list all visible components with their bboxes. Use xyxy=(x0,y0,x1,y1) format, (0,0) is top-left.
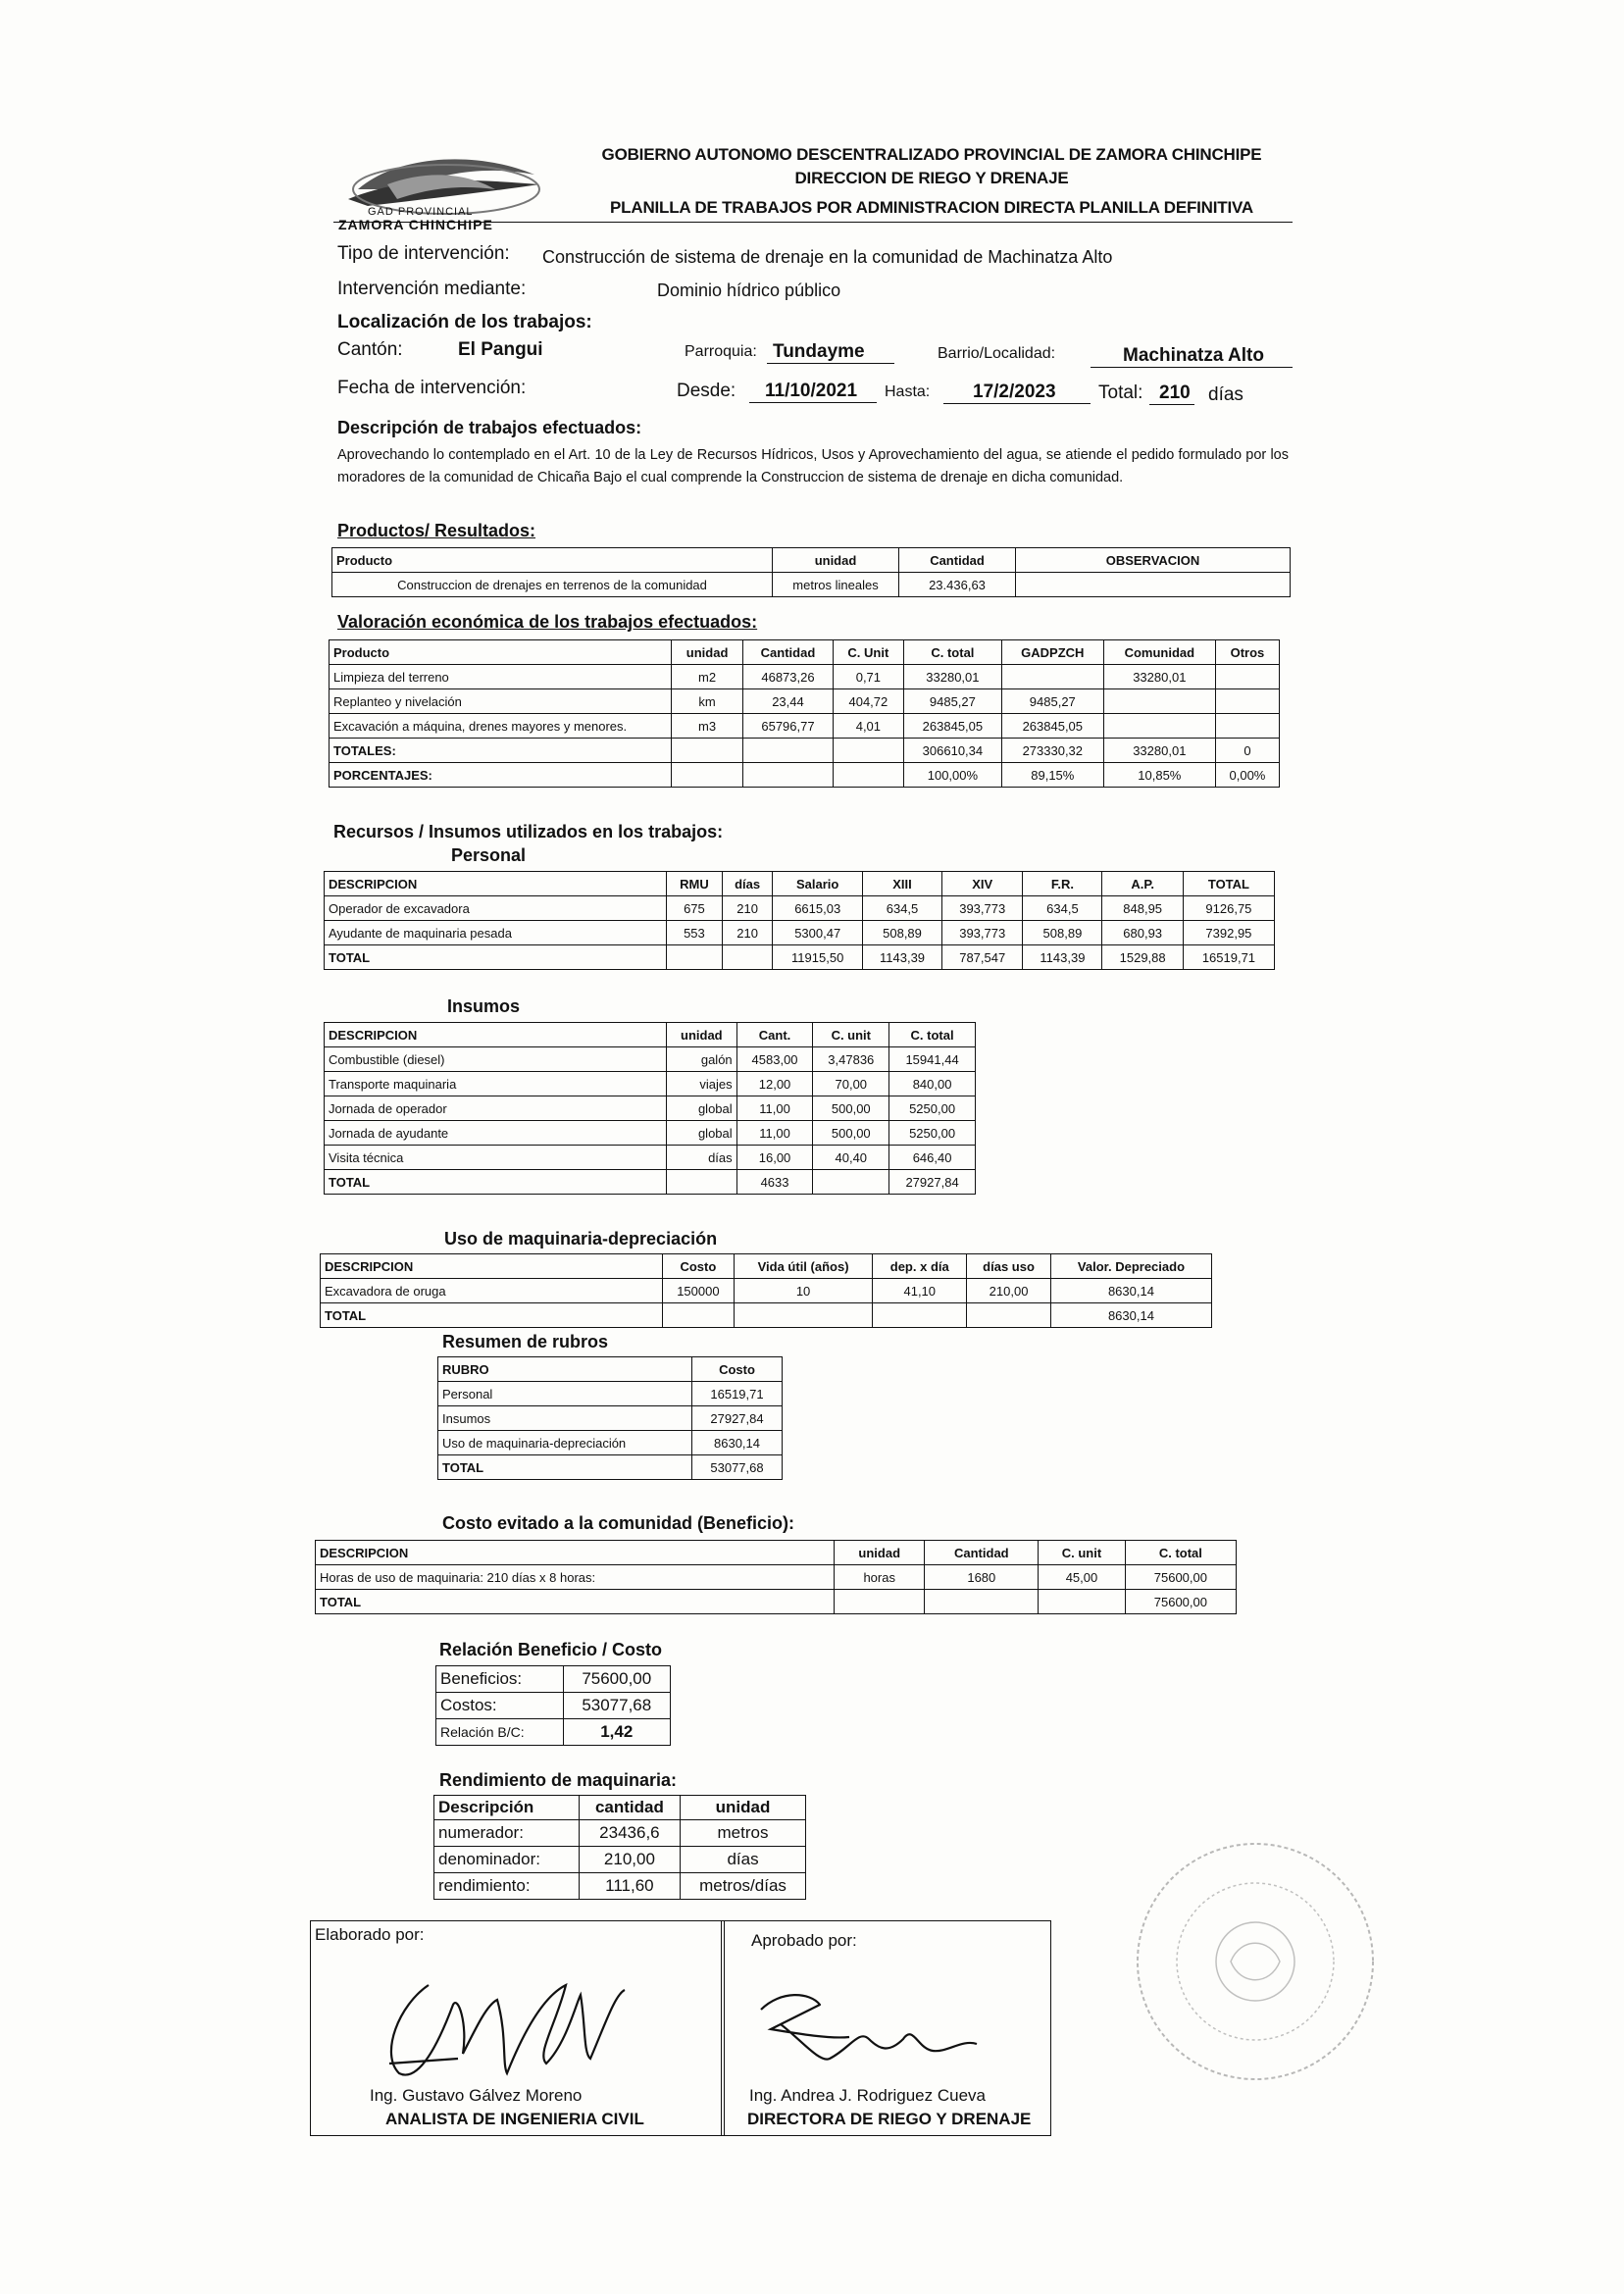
parroquia-value: Tundayme xyxy=(773,341,865,362)
col-descripcion: DESCRIPCION xyxy=(325,1023,667,1047)
cell: 9485,27 xyxy=(1001,689,1103,714)
cell: TOTALES: xyxy=(330,739,672,763)
costo-evitado-title: Costo evitado a la comunidad (Beneficio): xyxy=(442,1513,795,1533)
cell: 9126,75 xyxy=(1183,896,1274,921)
cell: 8630,14 xyxy=(1050,1303,1211,1328)
maquinaria-table xyxy=(320,1253,1212,1328)
cell: 11,00 xyxy=(736,1121,813,1146)
col-cantidad: Cantidad xyxy=(743,640,834,665)
cell: 1529,88 xyxy=(1102,945,1183,970)
resumen-title: Resumen de rubros xyxy=(442,1332,609,1351)
cell xyxy=(967,1303,1051,1328)
table-row xyxy=(434,1820,806,1847)
col-salario: Salario xyxy=(773,872,863,896)
cell: numerador: xyxy=(434,1820,580,1847)
cell xyxy=(925,1590,1039,1614)
cell: Costos: xyxy=(436,1693,564,1719)
table-row xyxy=(438,1382,783,1406)
cell: Transporte maquinaria xyxy=(325,1072,667,1096)
cell: 89,15% xyxy=(1001,763,1103,788)
cell xyxy=(672,763,743,788)
cell: 46873,26 xyxy=(743,665,834,689)
cell xyxy=(743,763,834,788)
cell: Visita técnica xyxy=(325,1146,667,1170)
cell: Beneficios: xyxy=(436,1666,564,1693)
col-comunidad: Comunidad xyxy=(1103,640,1215,665)
table-row xyxy=(332,573,1291,597)
cell: 41,10 xyxy=(873,1279,967,1303)
cell: 1680 xyxy=(925,1565,1039,1590)
cell xyxy=(1016,573,1291,597)
table-row xyxy=(436,1719,671,1746)
logo-text-2: ZAMORA CHINCHIPE xyxy=(338,217,493,232)
cell: 263845,05 xyxy=(1001,714,1103,739)
canton-value: El Pangui xyxy=(458,339,543,360)
desde-value: 11/10/2021 xyxy=(765,381,858,401)
col-dias: días xyxy=(722,872,773,896)
col-rubro: RUBRO xyxy=(438,1357,692,1382)
col-costo: Costo xyxy=(692,1357,783,1382)
cell: Horas de uso de maquinaria: 210 días x 8 horas: xyxy=(316,1565,835,1590)
cell: 45,00 xyxy=(1039,1565,1126,1590)
total-row xyxy=(321,1303,1212,1328)
total-row xyxy=(316,1590,1237,1614)
cell: horas xyxy=(835,1565,925,1590)
cell: metros/días xyxy=(681,1873,806,1900)
total-label: Total: xyxy=(1098,382,1143,403)
cell: TOTAL xyxy=(316,1590,835,1614)
cell: 306610,34 xyxy=(903,739,1001,763)
cell: 4,01 xyxy=(833,714,903,739)
cell: 4583,00 xyxy=(736,1047,813,1072)
cell: 11915,50 xyxy=(773,945,863,970)
cell: 23436,6 xyxy=(579,1820,680,1847)
insumos-header-row xyxy=(325,1023,976,1047)
relacion-table xyxy=(435,1665,671,1746)
signature-box-aprobado xyxy=(721,1920,1051,2136)
cell: 27927,84 xyxy=(692,1406,783,1431)
col-descripcion: DESCRIPCION xyxy=(325,872,667,896)
localizacion-label: Localización de los trabajos: xyxy=(337,312,592,332)
mediante-label: Intervención mediante: xyxy=(337,279,527,299)
aprobado-cargo: DIRECTORA DE RIEGO Y DRENAJE xyxy=(747,2110,1032,2128)
cell: TOTAL xyxy=(325,1170,667,1195)
col-observacion: OBSERVACION xyxy=(1016,548,1291,573)
cell: 210 xyxy=(722,921,773,945)
table-row xyxy=(330,689,1280,714)
cell: 1143,39 xyxy=(863,945,942,970)
cell xyxy=(743,739,834,763)
cell: galón xyxy=(667,1047,737,1072)
cell: 75600,00 xyxy=(1125,1590,1236,1614)
col-dias-uso: días uso xyxy=(967,1254,1051,1279)
cell: 0,71 xyxy=(833,665,903,689)
cell xyxy=(1215,714,1279,739)
cell: Jornada de ayudante xyxy=(325,1121,667,1146)
cell: 16519,71 xyxy=(692,1382,783,1406)
cell xyxy=(833,763,903,788)
cell xyxy=(1001,665,1103,689)
maquinaria-header-row xyxy=(321,1254,1212,1279)
cell: TOTAL xyxy=(438,1455,692,1480)
cell: rendimiento: xyxy=(434,1873,580,1900)
col-unidad: unidad xyxy=(835,1541,925,1565)
table-row xyxy=(325,1146,976,1170)
cell: denominador: xyxy=(434,1847,580,1873)
cell: metros xyxy=(681,1820,806,1847)
canton-label: Cantón: xyxy=(337,339,403,360)
col-costo: Costo xyxy=(663,1254,735,1279)
table-row xyxy=(436,1666,671,1693)
hasta-label: Hasta: xyxy=(885,383,931,400)
cell: 787,547 xyxy=(942,945,1023,970)
descripcion-title: Descripción de trabajos efectuados: xyxy=(337,418,642,437)
col-xiii: XIII xyxy=(863,872,942,896)
cell: 3,47836 xyxy=(813,1047,889,1072)
cell xyxy=(667,1170,737,1195)
cell xyxy=(667,945,723,970)
cell: 75600,00 xyxy=(563,1666,670,1693)
col-cunit: C. Unit xyxy=(833,640,903,665)
cell: m2 xyxy=(672,665,743,689)
parroquia-label: Parroquia: xyxy=(685,343,757,360)
header-line-1: GOBIERNO AUTONOMO DESCENTRALIZADO PROVINCIAL DE ZAMORA CHINCHIPE xyxy=(601,145,1262,164)
cell: 12,00 xyxy=(736,1072,813,1096)
cell: Uso de maquinaria-depreciación xyxy=(438,1431,692,1455)
col-fr: F.R. xyxy=(1023,872,1102,896)
table-row xyxy=(325,921,1275,945)
col-xiv: XIV xyxy=(942,872,1023,896)
porcentajes-row xyxy=(330,763,1280,788)
cell: Relación B/C: xyxy=(436,1719,564,1746)
col-vida-util: Vida útil (años) xyxy=(734,1254,873,1279)
cell: 634,5 xyxy=(863,896,942,921)
table-row xyxy=(321,1279,1212,1303)
productos-title: Productos/ Resultados: xyxy=(337,521,536,540)
personal-title: Personal xyxy=(451,845,527,865)
cell: 404,72 xyxy=(833,689,903,714)
cell: 273330,32 xyxy=(1001,739,1103,763)
cell: PORCENTAJES: xyxy=(330,763,672,788)
parroquia-underline xyxy=(767,363,894,364)
resumen-header-row xyxy=(438,1357,783,1382)
col-cunit: C. unit xyxy=(1039,1541,1126,1565)
dias-label: días xyxy=(1208,384,1243,405)
cell: 33280,01 xyxy=(903,665,1001,689)
col-producto: Producto xyxy=(332,548,773,573)
rendimiento-title: Rendimiento de maquinaria: xyxy=(439,1770,678,1790)
header-underline xyxy=(333,222,1293,223)
table-row xyxy=(438,1431,783,1455)
col-unidad: unidad xyxy=(681,1796,806,1820)
col-producto: Producto xyxy=(330,640,672,665)
hasta-value: 17/2/2023 xyxy=(973,382,1056,402)
cell xyxy=(1215,665,1279,689)
productos-table xyxy=(331,547,1291,597)
cell: Excavadora de oruga xyxy=(321,1279,663,1303)
cell xyxy=(1215,689,1279,714)
col-unidad: unidad xyxy=(672,640,743,665)
valoracion-header-row xyxy=(330,640,1280,665)
cell xyxy=(1103,714,1215,739)
cell: global xyxy=(667,1121,737,1146)
cell: Combustible (diesel) xyxy=(325,1047,667,1072)
table-row xyxy=(438,1406,783,1431)
cell: 553 xyxy=(667,921,723,945)
cell: 0 xyxy=(1215,739,1279,763)
table-row xyxy=(436,1693,671,1719)
tipo-label: Tipo de intervención: xyxy=(337,243,510,264)
seal-stamp xyxy=(1118,1824,1393,2099)
cell: 10 xyxy=(734,1279,873,1303)
descripcion-text: Aprovechando lo contemplado en el Art. 10 de la Ley de Recursos Hídricos, Usos y Aprovechamiento del agua, se atiende el pedido formulado por los moradores de la comunidad de Chicaña Bajo el cual comprende la Construccion de sistema de drenaje en dicha comunidad. xyxy=(337,447,1289,485)
cell: 75600,00 xyxy=(1125,1565,1236,1590)
cell xyxy=(672,739,743,763)
table-row xyxy=(434,1847,806,1873)
cell: 53077,68 xyxy=(692,1455,783,1480)
total-row xyxy=(325,945,1275,970)
cell: Ayudante de maquinaria pesada xyxy=(325,921,667,945)
col-cant: Cant. xyxy=(736,1023,813,1047)
rendimiento-header-row xyxy=(434,1796,806,1820)
col-ctotal: C. total xyxy=(889,1023,976,1047)
aprobado-label: Aprobado por: xyxy=(751,1931,857,1950)
cell: 16,00 xyxy=(736,1146,813,1170)
col-cantidad: cantidad xyxy=(579,1796,680,1820)
resumen-table xyxy=(437,1356,783,1480)
cell: Jornada de operador xyxy=(325,1096,667,1121)
cell: 5300,47 xyxy=(773,921,863,945)
cell: 23,44 xyxy=(743,689,834,714)
cell xyxy=(722,945,773,970)
col-dep-dia: dep. x día xyxy=(873,1254,967,1279)
cell xyxy=(734,1303,873,1328)
col-otros: Otros xyxy=(1215,640,1279,665)
cell: 150000 xyxy=(663,1279,735,1303)
col-unidad: unidad xyxy=(667,1023,737,1047)
recursos-title: Recursos / Insumos utilizados en los trabajos: xyxy=(333,822,724,841)
cell xyxy=(1039,1590,1126,1614)
cell: 111,60 xyxy=(579,1873,680,1900)
col-unidad: unidad xyxy=(773,548,899,573)
cell: 1143,39 xyxy=(1023,945,1102,970)
col-cunit: C. unit xyxy=(813,1023,889,1047)
cell xyxy=(833,739,903,763)
total-value: 210 xyxy=(1159,382,1191,403)
cell: 10,85% xyxy=(1103,763,1215,788)
cell: 680,93 xyxy=(1102,921,1183,945)
cell: 263845,05 xyxy=(903,714,1001,739)
col-descripcion: DESCRIPCION xyxy=(316,1541,835,1565)
cell xyxy=(873,1303,967,1328)
signature-aprobado xyxy=(741,1980,1016,2078)
cell: 4633 xyxy=(736,1170,813,1195)
valoracion-title: Valoración económica de los trabajos efectuados: xyxy=(337,612,758,632)
cell: m3 xyxy=(672,714,743,739)
total-row xyxy=(325,1170,976,1195)
cell: 100,00% xyxy=(903,763,1001,788)
cell: 9485,27 xyxy=(903,689,1001,714)
col-rmu: RMU xyxy=(667,872,723,896)
hasta-underline xyxy=(943,403,1091,404)
cell: Insumos xyxy=(438,1406,692,1431)
cell: TOTAL xyxy=(325,945,667,970)
insumos-title: Insumos xyxy=(447,996,521,1016)
cell: Personal xyxy=(438,1382,692,1406)
rendimiento-table xyxy=(433,1795,806,1900)
col-cantidad: Cantidad xyxy=(899,548,1016,573)
cell: 40,40 xyxy=(813,1146,889,1170)
cell: 6615,03 xyxy=(773,896,863,921)
fecha-label: Fecha de intervención: xyxy=(337,378,527,398)
cell xyxy=(835,1590,925,1614)
personal-table xyxy=(324,871,1275,970)
mediante-value: Dominio hídrico público xyxy=(657,280,841,300)
elaborado-nombre: Ing. Gustavo Gálvez Moreno xyxy=(370,2086,583,2105)
header-line-3: PLANILLA DE TRABAJOS POR ADMINISTRACION DIRECTA PLANILLA DEFINITIVA xyxy=(610,198,1253,217)
cell: 393,773 xyxy=(942,896,1023,921)
productos-header-row xyxy=(332,548,1291,573)
table-row xyxy=(325,1121,976,1146)
cell: 8630,14 xyxy=(1050,1279,1211,1303)
table-row xyxy=(434,1873,806,1900)
cell: 23.436,63 xyxy=(899,573,1016,597)
cell xyxy=(1103,689,1215,714)
table-row xyxy=(316,1565,1237,1590)
cell: 634,5 xyxy=(1023,896,1102,921)
cell: Replanteo y nivelación xyxy=(330,689,672,714)
cell: 210 xyxy=(722,896,773,921)
logo xyxy=(329,145,574,233)
cell: 500,00 xyxy=(813,1096,889,1121)
cell: 27927,84 xyxy=(889,1170,976,1195)
cell: viajes xyxy=(667,1072,737,1096)
cell xyxy=(813,1170,889,1195)
signature-elaborado xyxy=(360,1965,684,2083)
cell: 5250,00 xyxy=(889,1121,976,1146)
personal-header-row xyxy=(325,872,1275,896)
maquinaria-title: Uso de maquinaria-depreciación xyxy=(444,1229,718,1249)
table-row xyxy=(330,665,1280,689)
desde-underline xyxy=(749,402,877,403)
cell: 840,00 xyxy=(889,1072,976,1096)
header-line-2: DIRECCION DE RIEGO Y DRENAJE xyxy=(794,169,1069,187)
cell: Construccion de drenajes en terrenos de la comunidad xyxy=(332,573,773,597)
cell: 210,00 xyxy=(579,1847,680,1873)
col-ctotal: C. total xyxy=(1125,1541,1236,1565)
cell: días xyxy=(667,1146,737,1170)
cell: 8630,14 xyxy=(692,1431,783,1455)
col-cantidad: Cantidad xyxy=(925,1541,1039,1565)
cell: km xyxy=(672,689,743,714)
barrio-label: Barrio/Localidad: xyxy=(938,345,1056,362)
cell: 508,89 xyxy=(1023,921,1102,945)
cell: 33280,01 xyxy=(1103,665,1215,689)
cell: 210,00 xyxy=(967,1279,1051,1303)
cell: días xyxy=(681,1847,806,1873)
cell: 508,89 xyxy=(863,921,942,945)
barrio-value: Machinatza Alto xyxy=(1123,345,1264,366)
cell: 675 xyxy=(667,896,723,921)
cell: 65796,77 xyxy=(743,714,834,739)
cell: Limpieza del terreno xyxy=(330,665,672,689)
cell: 0,00% xyxy=(1215,763,1279,788)
signature-box-elaborado xyxy=(310,1920,725,2136)
cell: 70,00 xyxy=(813,1072,889,1096)
col-ctotal: C. total xyxy=(903,640,1001,665)
tipo-value: Construcción de sistema de drenaje en la comunidad de Machinatza Alto xyxy=(542,247,1113,267)
total-underline xyxy=(1149,404,1194,405)
total-row xyxy=(438,1455,783,1480)
totales-row xyxy=(330,739,1280,763)
cell: 53077,68 xyxy=(563,1693,670,1719)
cell: 15941,44 xyxy=(889,1047,976,1072)
cell: 5250,00 xyxy=(889,1096,976,1121)
elaborado-label: Elaborado por: xyxy=(315,1925,425,1944)
barrio-underline xyxy=(1091,367,1293,368)
col-ap: A.P. xyxy=(1102,872,1183,896)
cell: 393,773 xyxy=(942,921,1023,945)
cell: global xyxy=(667,1096,737,1121)
cell: TOTAL xyxy=(321,1303,663,1328)
desde-label: Desde: xyxy=(677,381,736,401)
col-gadpzch: GADPZCH xyxy=(1001,640,1103,665)
table-row xyxy=(325,896,1275,921)
table-row xyxy=(325,1047,976,1072)
cell: 7392,95 xyxy=(1183,921,1274,945)
cell: 11,00 xyxy=(736,1096,813,1121)
cell: Excavación a máquina, drenes mayores y menores. xyxy=(330,714,672,739)
cell: Operador de excavadora xyxy=(325,896,667,921)
aprobado-nombre: Ing. Andrea J. Rodriguez Cueva xyxy=(749,2086,986,2105)
col-descripcion: DESCRIPCION xyxy=(321,1254,663,1279)
logo-text-1: GAD PROVINCIAL xyxy=(368,206,474,218)
col-descripcion: Descripción xyxy=(434,1796,580,1820)
cell xyxy=(663,1303,735,1328)
cell: 16519,71 xyxy=(1183,945,1274,970)
relacion-title: Relación Beneficio / Costo xyxy=(439,1640,663,1659)
cell: 33280,01 xyxy=(1103,739,1215,763)
table-row xyxy=(325,1072,976,1096)
elaborado-cargo: ANALISTA DE INGENIERIA CIVIL xyxy=(385,2110,644,2128)
cell: 848,95 xyxy=(1102,896,1183,921)
costo-evitado-table xyxy=(315,1540,1237,1614)
cell: 646,40 xyxy=(889,1146,976,1170)
table-row xyxy=(325,1096,976,1121)
cell: 500,00 xyxy=(813,1121,889,1146)
col-valor-depreciado: Valor. Depreciado xyxy=(1050,1254,1211,1279)
insumos-table xyxy=(324,1022,976,1195)
table-row xyxy=(330,714,1280,739)
costo-evitado-header-row xyxy=(316,1541,1237,1565)
valoracion-table xyxy=(329,639,1280,788)
cell: metros lineales xyxy=(773,573,899,597)
cell: 1,42 xyxy=(563,1719,670,1746)
col-total: TOTAL xyxy=(1183,872,1274,896)
